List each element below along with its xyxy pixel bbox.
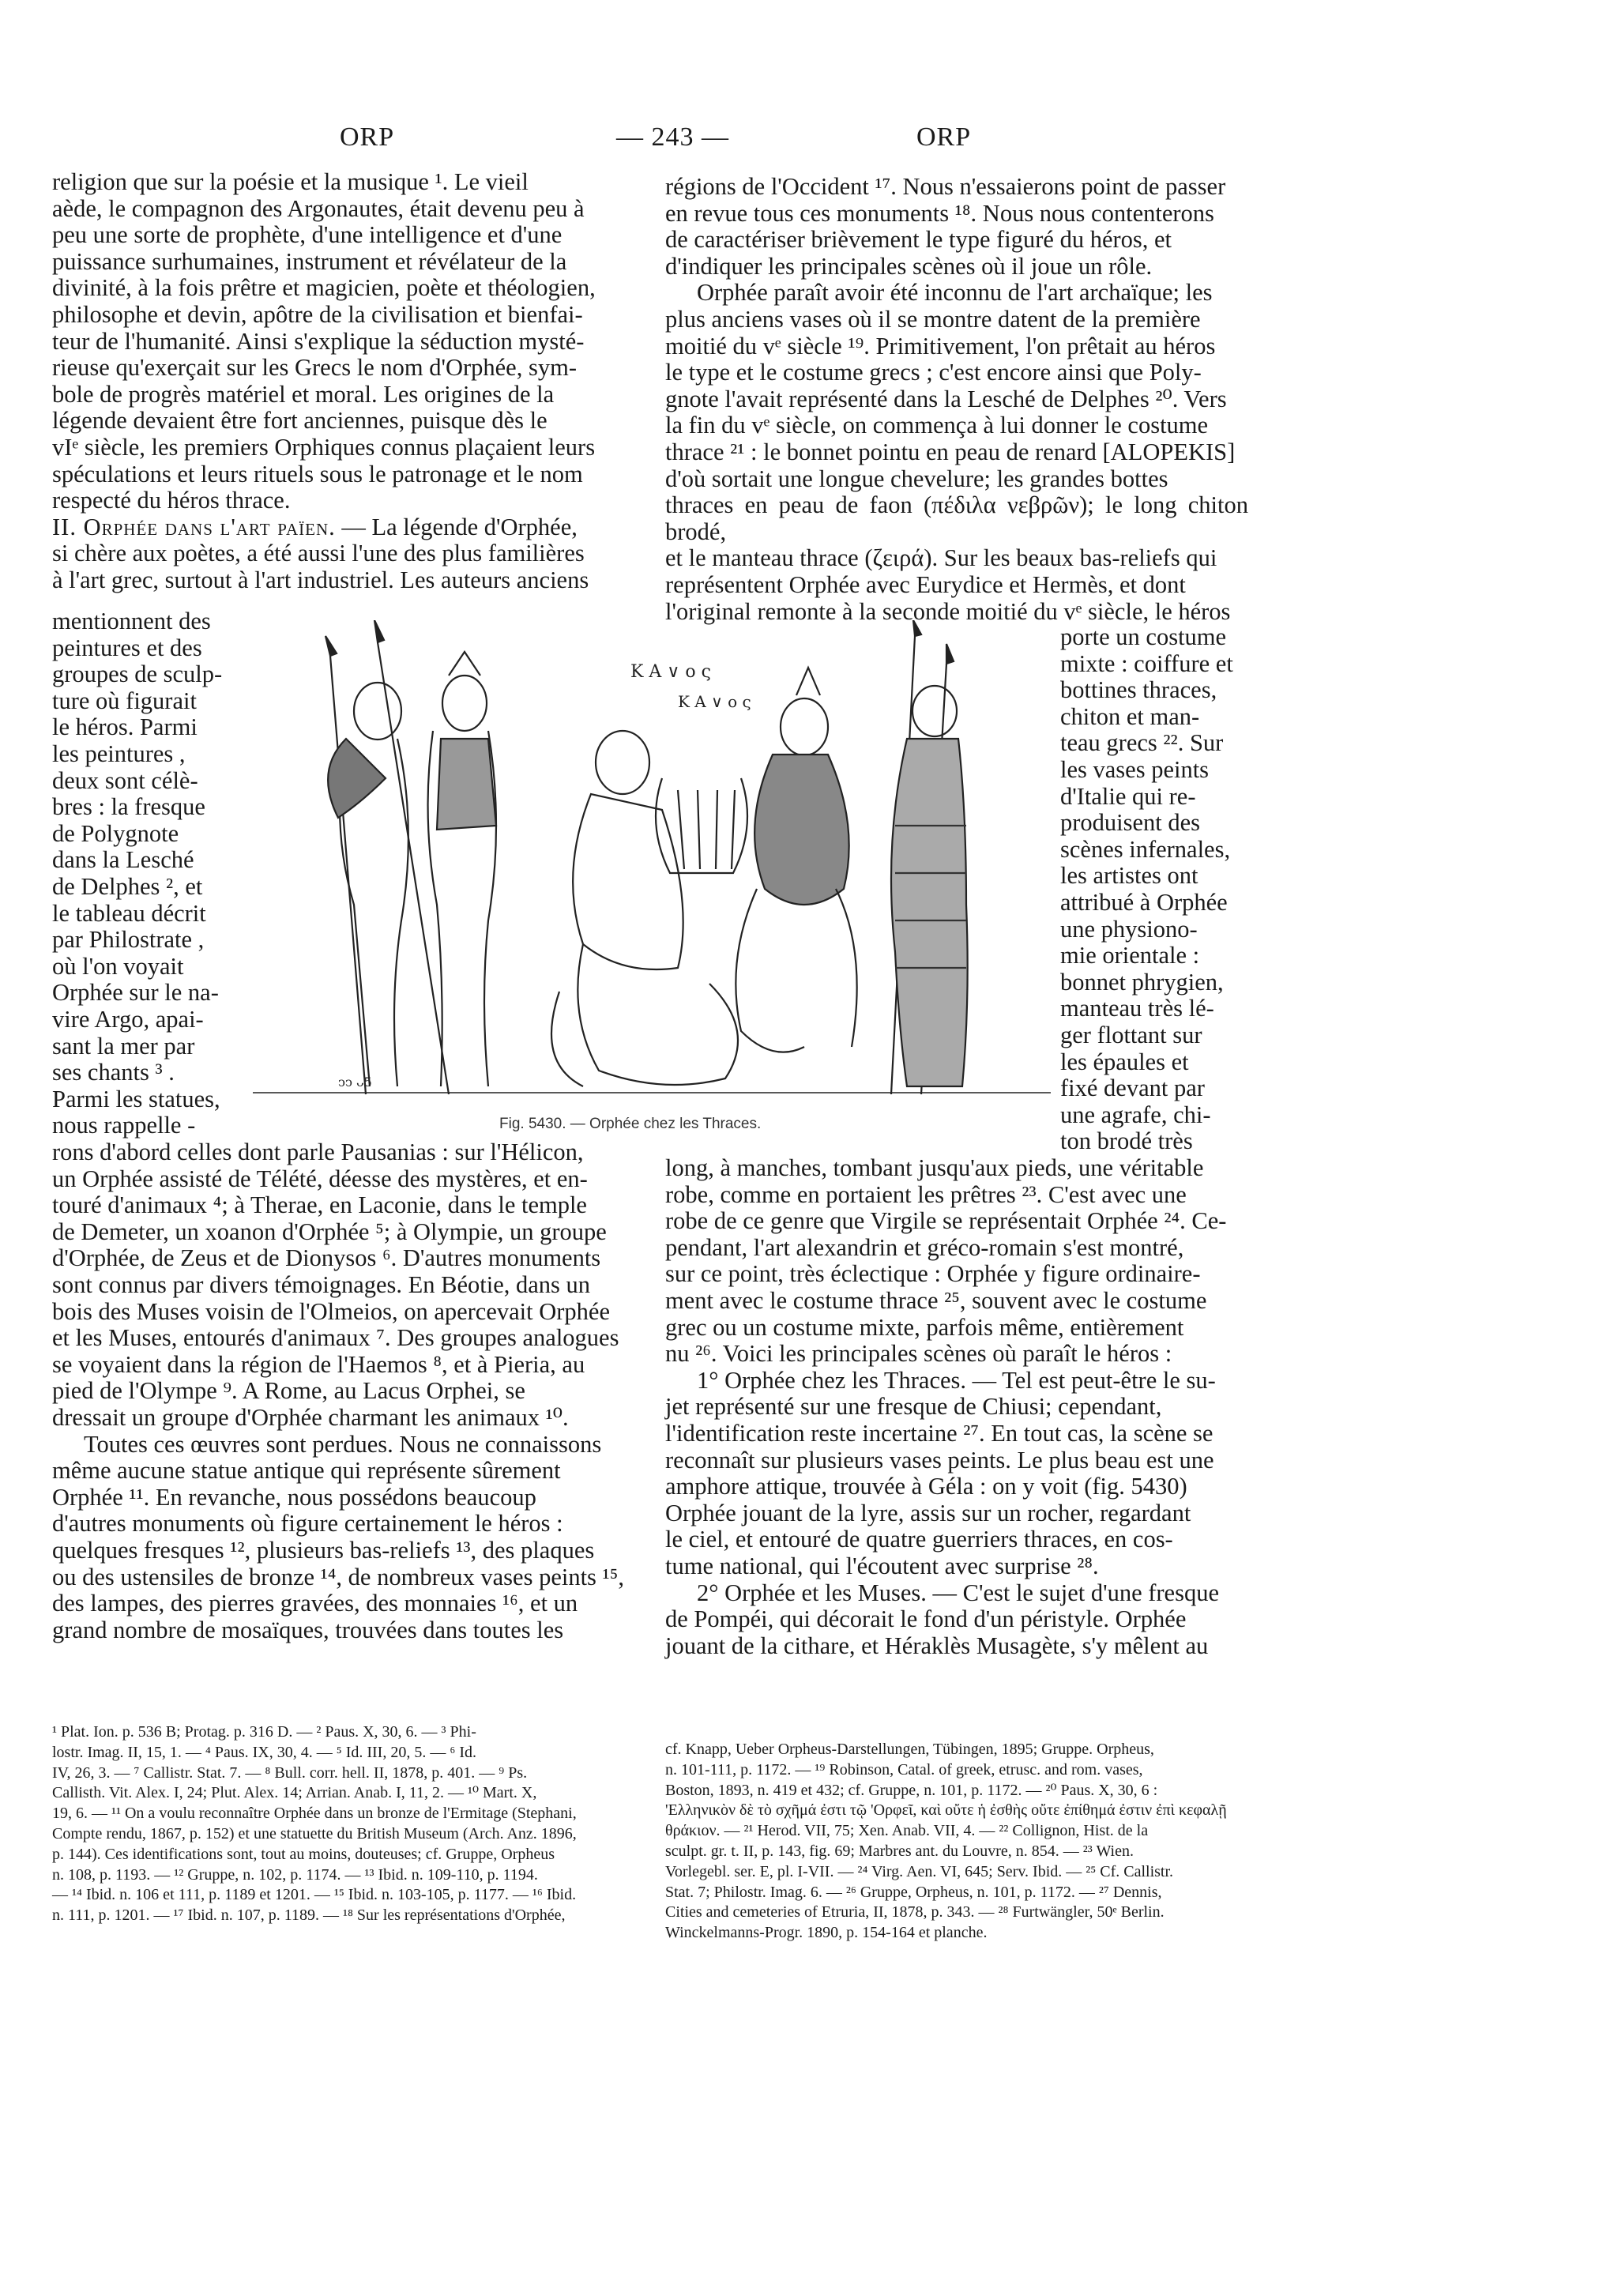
header-right: ORP — [916, 122, 972, 152]
text-line: 1° Orphée chez les Thraces. — Tel est peut-être le su- — [697, 1366, 1216, 1394]
text-line: mentionnent des — [52, 608, 211, 634]
left-narrow-column — [52, 608, 248, 1139]
text-line: groupes de sculp- — [52, 661, 223, 688]
text-line: plus anciens vases où il se montre datent de la première — [665, 305, 1201, 333]
text-line: sant la mer par — [52, 1032, 195, 1060]
footnote-line: p. 144). Ces identifications sont, tout au moins, douteuses; cf. Gruppe, Orpheus — [52, 1845, 555, 1863]
left-column-top — [52, 169, 635, 594]
footnote-line: Vorlegebl. ser. E, pl. I-VII. — ²⁴ Virg. Aen. VI, 645; Serv. Ibid. — ²⁵ Cf. Callistr. — [665, 1862, 1174, 1880]
text-line: le ciel, et entouré de quatre guerriers thraces, en cos- — [665, 1526, 1173, 1553]
text-line: moitié du vᵉ siècle ¹⁹. Primitivement, l'on prêtait au héros — [665, 332, 1216, 359]
footnote-line: Cities and cemeteries of Etruria, II, 1878, p. 343. — ²⁸ Furtwängler, 50ᵉ Berlin. — [665, 1903, 1165, 1921]
text-line: rons d'abord celles dont parle Pausanias : sur l'Hélicon, — [52, 1139, 584, 1165]
text-line: dressait un groupe d'Orphée charmant les animaux ¹⁰. — [52, 1403, 569, 1431]
footnote-line: IV, 26, 3. — ⁷ Callistr. Stat. 7. — ⁸ Bull. corr. hell. II, 1878, p. 401. — ⁹ Ps. — [52, 1763, 528, 1782]
text-line: Parmi les statues, — [52, 1085, 220, 1112]
text-line: un Orphée assisté de Télété, déesse des mystères, et en- — [52, 1165, 588, 1192]
text-line: Orphée paraît avoir été inconnu de l'art archaïque; les — [697, 279, 1213, 307]
text-line: de Delphes ², et — [52, 872, 203, 900]
text-line: une agrafe, chi- — [1060, 1101, 1211, 1128]
footnote-line: Callisth. Vit. Alex. I, 24; Plut. Alex. 14; Arrian. Anab. I, 11, 2. — ¹⁰ Mart. X, — [52, 1784, 537, 1802]
text-line: deux sont célè- — [52, 766, 198, 794]
footnotes-left — [52, 1722, 635, 1926]
text-line: nu ²⁶. Voici les principales scènes où paraît le héros : — [665, 1340, 1172, 1368]
text-line: bois des Muses voisin de l'Olmeios, on apercevait Orphée — [52, 1297, 610, 1325]
footnote-line: — ¹⁴ Ibid. n. 106 et 111, p. 1189 et 1201. — ¹⁵ Ibid. n. 103-105, p. 1177. — ¹⁶ Ibid. — [52, 1886, 577, 1904]
footnote-line: n. 111, p. 1201. — ¹⁷ Ibid. n. 107, p. 1189. — ¹⁸ Sur les représentations d'Orphée, — [52, 1906, 566, 1925]
text-line: aède, le compagnon des Argonautes, était devenu peu à — [52, 194, 585, 222]
footnote-line: sculpt. gr. t. II, p. 143, fig. 69; Marbres ant. du Louvre, n. 854. — ²³ Wien. — [665, 1842, 1134, 1860]
left-column-bottom — [52, 1139, 635, 1643]
text-line: Orphée jouant de la lyre, assis sur un rocher, regardant — [665, 1499, 1191, 1526]
text-line: représentent Orphée avec Eurydice et Hermès, et dont — [665, 570, 1186, 598]
text-line: long, à manches, tombant jusqu'aux pieds, une véritable — [665, 1154, 1204, 1181]
text-line: quelques fresques ¹², plusieurs bas-reliefs ¹³, des plaques — [52, 1536, 595, 1564]
text-line: d'indiquer les principales scènes où il joue un rôle. — [665, 252, 1153, 280]
text-line: ger flottant sur — [1060, 1021, 1202, 1048]
text-line: teau grecs ²². Sur — [1060, 729, 1224, 757]
text-line: par Philostrate , — [52, 926, 205, 954]
text-line: amphore attique, trouvée à Géla : on y voit (fig. 5430) — [665, 1473, 1187, 1500]
right-column-bottom — [665, 1155, 1248, 1659]
footnote-line: Stat. 7; Philostr. Imag. 6. — ²⁶ Gruppe, Orpheus, n. 101, p. 1172. — ²⁷ Dennis, — [665, 1883, 1162, 1901]
text-line: reconnaît sur plusieurs vases peints. Le plus beau est une — [665, 1446, 1214, 1474]
text-line: peu une sorte de prophète, d'une intelligence et d'une — [52, 221, 563, 249]
text-line: les épaules et — [1060, 1048, 1189, 1075]
text-line: les peintures , — [52, 740, 186, 767]
text-line: spéculations et leurs rituels sous le patronage et le nom — [52, 460, 583, 487]
text-line: se voyaient dans la région de l'Haemos ⁸, et à Pieria, au — [52, 1350, 585, 1378]
text-line: scènes infernales, — [1060, 835, 1231, 863]
page-number: — 243 — — [616, 122, 729, 152]
text-line: bole de progrès matériel et moral. Les origines de la — [52, 380, 555, 408]
text-line: 2° Orphée et les Muses. — C'est le sujet d'une fresque — [697, 1579, 1219, 1606]
text-line: pendant, l'art alexandrin et gréco-romain s'est montré, — [665, 1233, 1184, 1261]
footnote-line: n. 101-111, p. 1172. — ¹⁹ Robinson, Catal. of greek, etrusc. and rom. vases, — [665, 1760, 1143, 1778]
text-line: peintures et des — [52, 634, 202, 661]
text-line: attribué à Orphée — [1060, 888, 1228, 916]
text-line: le type et le costume grecs ; c'est encore ainsi que Poly- — [665, 359, 1202, 386]
text-line: Orphée ¹¹. En revanche, nous possédons beaucoup — [52, 1483, 536, 1511]
text-line: et le manteau thrace (ζειρά). Sur les beaux bas-reliefs qui — [665, 544, 1217, 572]
text-line: manteau très lé- — [1060, 995, 1214, 1022]
text-line: ture où figurait — [52, 687, 197, 714]
text-line: et les Muses, entourés d'animaux ⁷. Des groupes analogues — [52, 1324, 619, 1352]
text-line: d'autres monuments où figure certainement le héros : — [52, 1510, 563, 1538]
text-line: l'original remonte à la seconde moitié du vᵉ siècle, le héros — [665, 597, 1231, 625]
text-line: philosophe et devin, apôtre de la civilisation et bienfai- — [52, 300, 583, 328]
text-line: bottines thraces, — [1060, 676, 1217, 704]
text-line: en revue tous ces monuments ¹⁸. Nous nous contenterons — [665, 199, 1214, 227]
text-line: puissance surhumaines, instrument et révélateur de la — [52, 247, 567, 275]
text-line: robe de ce genre que Virgile se représentait Orphée ²⁴. Ce- — [665, 1207, 1227, 1235]
text-line: Orphée sur le na- — [52, 979, 219, 1007]
text-line: de Polygnote — [52, 819, 179, 847]
text-line: thraces en peau de faon (πέδιλα νεβρῶν); le long chiton brodé, — [665, 491, 1248, 545]
text-line: les artistes ont — [1060, 862, 1198, 890]
engraver-signature: ↄↄ ᴗ5 — [338, 1075, 372, 1090]
text-line: sont connus par divers témoignages. En Béotie, dans un — [52, 1270, 591, 1298]
text-line: touré d'animaux ⁴; à Therae, en Laconie, dans le temple — [52, 1191, 587, 1219]
right-narrow-column — [1060, 624, 1248, 1155]
text-line: de caractériser brièvement le type figuré du héros, et — [665, 226, 1172, 254]
footnote-line: Compte rendu, 1867, p. 152) et une statuette du British Museum (Arch. Anz. 1896, — [52, 1824, 577, 1842]
text-line: pied de l'Olympe ⁹. A Rome, au Lacus Orphei, se — [52, 1377, 525, 1405]
footnote-line: θράκιον. — ²¹ Herod. VII, 75; Xen. Anab. VII, 4. — ²² Collignon, Hist. de la — [665, 1822, 1149, 1840]
text-line: où l'on voyait — [52, 952, 184, 980]
text-line: mixte : coiffure et — [1060, 649, 1233, 677]
text-line: — La légende d'Orphée, — [341, 513, 578, 540]
text-line: produisent des — [1060, 809, 1201, 837]
vase-painting-figure — [251, 620, 1052, 1110]
footnotes-right — [665, 1740, 1248, 1944]
text-line: grec ou un costume mixte, parfois même, entièrement — [665, 1313, 1184, 1341]
section-heading: II. Orphée dans l'art païen. — [52, 513, 336, 540]
text-line: le tableau décrit — [52, 899, 206, 927]
text-line: teur de l'humanité. Ainsi s'explique la séduction mysté- — [52, 327, 585, 355]
vase-inscription: Κ Α ∨ ο ς — [630, 662, 711, 682]
text-line: de Demeter, un xoanon d'Orphée ⁵; à Olympie, un groupe — [52, 1218, 607, 1245]
footnote-line: 19, 6. — ¹¹ On a voulu reconnaître Orphée dans un bronze de l'Ermitage (Stephani, — [52, 1805, 577, 1823]
text-line: respecté du héros thrace. — [52, 487, 291, 514]
text-line: vire Argo, apai- — [52, 1005, 204, 1033]
text-line: tume national, qui l'écoutent avec surprise ²⁸. — [665, 1552, 1099, 1579]
footnote-line: Boston, 1893, n. 419 et 432; cf. Gruppe, n. 101, p. 1172. — ²⁰ Paus. X, 30, 6 : — [665, 1781, 1158, 1799]
text-line: d'où sortait une longue chevelure; les grandes bottes — [665, 465, 1168, 492]
footnote-line: Winckelmanns-Progr. 1890, p. 154-164 et planche. — [665, 1924, 988, 1942]
text-line: bres : la fresque — [52, 793, 205, 821]
text-line: gnote l'avait représenté dans la Lesché de Delphes ²⁰. Vers — [665, 385, 1227, 412]
text-line: ton brodé très — [1060, 1127, 1193, 1155]
figure-caption: Fig. 5430. — Orphée chez les Thraces. — [499, 1116, 762, 1132]
text-line: Toutes ces œuvres sont perdues. Nous ne connaissons — [84, 1430, 602, 1458]
text-line: régions de l'Occident ¹⁷. Nous n'essaierons point de passer — [665, 173, 1226, 200]
footnote-line: ¹ Plat. Ion. p. 536 B; Protag. p. 316 D. — ² Paus. X, 30, 6. — ³ Phi- — [52, 1723, 476, 1741]
text-line: le héros. Parmi — [52, 713, 198, 741]
text-line: jouant de la cithare, et Héraklès Musagète, s'y mêlent au — [665, 1632, 1209, 1659]
vase-inscription: Κ Α ∨ ο ς — [678, 692, 751, 711]
text-line: mie orientale : — [1060, 942, 1200, 969]
text-line: l'identification reste incertaine ²⁷. En tout cas, la scène se — [665, 1419, 1214, 1447]
text-line: ment avec le costume thrace ²⁵, souvent avec le costume — [665, 1286, 1207, 1314]
text-line: ou des ustensiles de bronze ¹⁴, de nombreux vases peints ¹⁵, — [52, 1563, 624, 1590]
text-line: religion que sur la poésie et la musique ¹. Le vieil — [52, 168, 529, 195]
text-line: légende devaient être fort anciennes, puisque dès le — [52, 407, 547, 435]
text-line: à l'art grec, surtout à l'art industriel. Les auteurs anciens — [52, 566, 589, 593]
footnote-line: lostr. Imag. II, 15, 1. — ⁴ Paus. IX, 30, 4. — ⁵ Id. III, 20, 5. — ⁶ Id. — [52, 1743, 476, 1761]
text-line: si chère aux poètes, a été aussi l'une des plus familières — [52, 540, 585, 567]
text-line: ses chants ³ . — [52, 1059, 175, 1086]
text-line: vIᵉ siècle, les premiers Orphiques connus plaçaient leurs — [52, 433, 596, 461]
header-left: ORP — [340, 122, 395, 152]
text-line: porte un costume — [1060, 623, 1227, 650]
text-line: bonnet phrygien, — [1060, 968, 1224, 996]
text-line: d'Italie qui re- — [1060, 782, 1196, 810]
text-line: grand nombre de mosaïques, trouvées dans toutes les — [52, 1616, 564, 1643]
text-line: thrace ²¹ : le bonnet pointu en peau de renard [ALOPEKIS] — [665, 438, 1236, 465]
text-line: même aucune statue antique qui représente sûrement — [52, 1457, 561, 1485]
text-line: rieuse qu'exerçait sur les Grecs le nom d'Orphée, sym- — [52, 354, 577, 382]
text-line: fixé devant par — [1060, 1075, 1205, 1102]
text-line: une physiono- — [1060, 915, 1198, 943]
text-line: divinité, à la fois prêtre et magicien, poète et théologien, — [52, 274, 596, 302]
text-line: nous rappelle - — [52, 1112, 196, 1139]
text-line: sur ce point, très éclectique : Orphée y figure ordinaire- — [665, 1260, 1201, 1288]
text-line: dans la Lesché — [52, 846, 194, 874]
footnote-line: n. 108, p. 1193. — ¹² Gruppe, n. 102, p. 1174. — ¹³ Ibid. n. 109-110, p. 1194. — [52, 1865, 538, 1884]
text-line: la fin du vᵉ siècle, on commença à lui donner le costume — [665, 412, 1209, 439]
text-line: robe, comme en portaient les prêtres ²³. C'est avec une — [665, 1180, 1187, 1208]
footnote-line: 'Ελληνικὸν δὲ τὸ σχῆμά ἐστι τῷ 'Ορφεῖ, καὶ οὔτε ἡ ἐσθὴς οὔτε ἐπίθημά ἐστιν ἐπὶ κεφαλῇ — [665, 1801, 1227, 1820]
text-line: chiton et man- — [1060, 702, 1200, 730]
text-line: des lampes, des pierres gravées, des monnaies ¹⁶, et un — [52, 1590, 578, 1617]
footnote-line: cf. Knapp, Ueber Orpheus-Darstellungen, Tübingen, 1895; Gruppe. Orpheus, — [665, 1741, 1154, 1758]
text-line: de Pompéi, qui décorait le fond d'un péristyle. Orphée — [665, 1605, 1187, 1633]
right-column-top — [665, 174, 1248, 625]
text-line: d'Orphée, de Zeus et de Dionysos ⁶. D'autres monuments — [52, 1244, 601, 1272]
section-line — [52, 514, 635, 541]
text-line: les vases peints — [1060, 755, 1210, 783]
text-line: jet représenté sur une fresque de Chiusi; cependant, — [665, 1393, 1162, 1421]
